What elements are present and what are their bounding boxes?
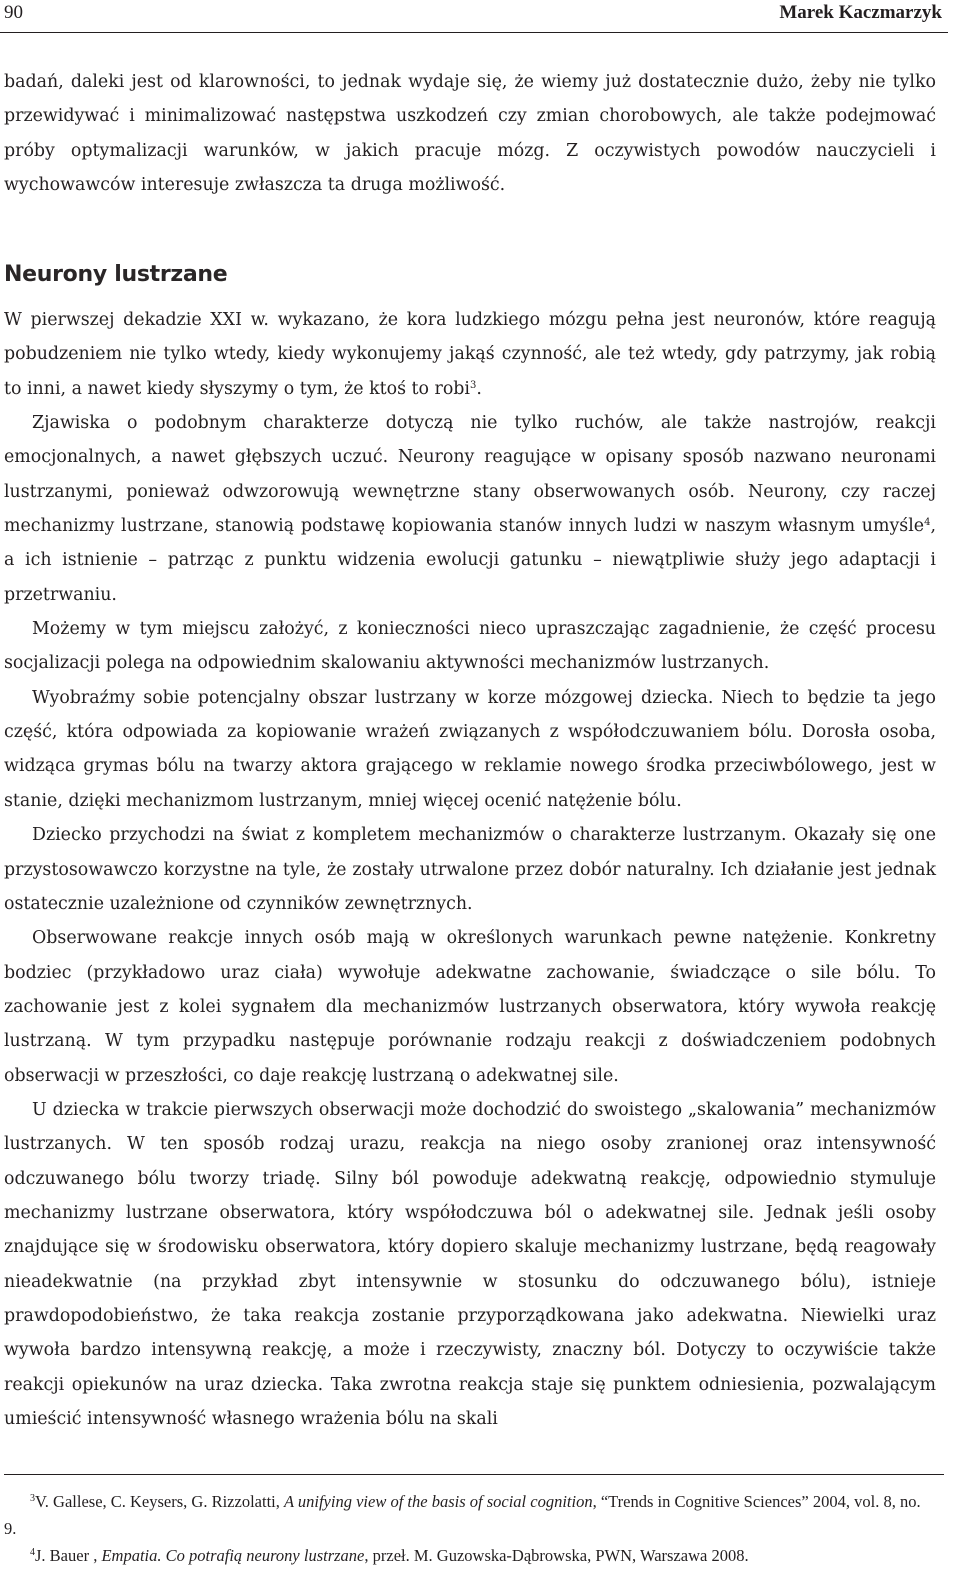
section-heading: Neurony lustrzane xyxy=(4,262,228,287)
footnote-rule xyxy=(4,1474,944,1475)
paragraph-text: Zjawiska o podobnym charakterze dotyczą nie tylko ruchów, ale także nastrojów, reakcji emocjonalnych, a nawet głębszych uczuć. Neurony reagujące w opisany sposób nazwano neuronami lustrzanymi, ponieważ odwzorowują wewnętrzne stany obserwowanych osób. Neurony, czy raczej mechanizmy lustrzane, stanowią podstawę kopiowania stanów innych ludzi w naszym własnym umyśle xyxy=(4,413,936,537)
section-body xyxy=(4,303,936,1436)
paragraph-6: Obserwowane reakcje innych osób mają w określonych warunkach pewne natężenie. Konkretny bodziec (przykładowo uraz ciała) wywołuje adekwatne zachowanie, świadczące o sile bólu. To zachowanie jest z kolei sygnałem dla mechanizmów lustrzanych obserwatora, który wywoła reakcję lustrzaną. W tym przypadku następuje porównanie rodzaju reakcji z doświadczeniem podobnych obserwacji w przeszłości, co daje reakcję lustrzaną o adekwatnej sile. xyxy=(4,928,936,1086)
footnote-4 xyxy=(4,1543,936,1570)
footnote-authors: J. Bauer , xyxy=(35,1546,102,1565)
paragraph-4: Wyobraźmy sobie potencjalny obszar lustrzany w korze mózgowej dziecka. Niech to będzie ta jego część, która odpowiada za kopiowanie wrażeń związanych z współodczuwaniem bólu. Dorosła osoba, widząca grymas bólu na twarzy aktora grającego w reklamie nowego środka przeciwbólowego, jest w stanie, dzięki mechanizmom lustrzanym, mniej więcej ocenić natężenie bólu. xyxy=(4,687,936,811)
footnote-ref-4[interactable]: 4 xyxy=(924,517,931,529)
footnote-details: , przeł. M. Guzowska-Dąbrowska, PWN, Warszawa 2008. xyxy=(364,1546,749,1565)
paragraph-3: Możemy w tym miejscu założyć, z konieczności nieco upraszczając zagadnienie, że część procesu socjalizacji polega na odpowiednim skalowaniu aktywności mechanizmów lustrzanych. xyxy=(4,619,936,674)
running-header xyxy=(4,0,942,26)
footnote-title: A unifying view of the basis of social cognition xyxy=(283,1492,593,1511)
footnote-details: , “Trends in Cognitive Sciences” 2004, vol. 8, no. 9. xyxy=(4,1492,921,1538)
paragraph-text-end: . xyxy=(476,378,482,399)
page-number: 90 xyxy=(4,2,23,23)
paragraph-1 xyxy=(4,303,936,406)
running-author: Marek Kaczmarzyk xyxy=(779,2,942,23)
footnote-number: 4 xyxy=(30,1547,35,1558)
footnote-authors: V. Gallese, C. Keysers, G. Rizzolatti, xyxy=(35,1492,284,1511)
footnote-ref-3[interactable]: 3 xyxy=(470,379,477,391)
footnote-3 xyxy=(4,1489,936,1542)
footnote-number: 3 xyxy=(30,1493,35,1504)
paragraph-7: U dziecka w trakcie pierwszych obserwacji może dochodzić do swoistego „skalowania” mechanizmów lustrzanych. W ten sposób rodzaj urazu, reakcja na niego osoby zranionej oraz intensywność odczuwanego bólu tworzy triadę. Silny ból powoduje adekwatną reakcję, odpowiednio stymuluje mechanizmy lustrzane obserwatora, który współodczuwa ból o adekwatnej sile. Jednak jeśli osoby znajdujące się w środowisku obserwatora, który dopiero skaluje mechanizmy lustrzane, będą reagowały nieadekwatnie (na przykład zbyt intensywnie w stosunku do odczuwanego bólu), istnieje prawdopodobieństwo, że taka reakcja zostanie przyporządkowana jako adekwatna. Niewielki uraz wywoła bardzo intensywną reakcję, a może i rzeczywisty, znaczny ból. Dotyczy to oczywiście także reakcji opiekunów na uraz dziecka. Taka zwrotna reakcja staje się punktem odniesienia, pozwalającym umieścić intensywność własnego wrażenia bólu na skali xyxy=(4,1099,936,1429)
paragraph-text-end: , a ich istnienie – patrząc z punktu widzenia ewolucji gatunku – niewątpliwie służy jego adaptacji i przetrwaniu. xyxy=(4,516,936,605)
intro-block xyxy=(4,65,936,202)
paragraph-2 xyxy=(4,406,936,612)
footnotes xyxy=(4,1489,936,1570)
paragraph-5: Dziecko przychodzi na świat z kompletem mechanizmów o charakterze lustrzanym. Okazały się one przystosowawczo korzystne na tyle, że zostały utrwalone przez dobór naturalny. Ich działanie jest jednak ostatecznie uzależnione od czynników zewnętrznych. xyxy=(4,825,936,914)
paragraph-text: W pierwszej dekadzie XXI w. wykazano, że kora ludzkiego mózgu pełna jest neuronów, które reagują pobudzeniem nie tylko wtedy, kiedy wykonujemy jakąś czynność, ale też wtedy, gdy patrzymy, jak robią to inni, a nawet kiedy słyszymy o tym, że ktoś to robi xyxy=(4,310,936,399)
footnote-title: Empatia. Co potrafią neurony lustrzane xyxy=(101,1546,365,1565)
intro-paragraph: badań, daleki jest od klarowności, to jednak wydaje się, że wiemy już dostatecznie dużo, żeby nie tylko przewidywać i minimalizować następstwa uszkodzeń czy zmian chorobowych, ale także podejmować próby optymalizacji warunków, w jakich pracuje mózg. Z oczywistych powodów nauczycieli i wychowawców interesuje zwłaszcza ta druga możliwość. xyxy=(4,72,936,196)
header-rule xyxy=(0,32,948,33)
